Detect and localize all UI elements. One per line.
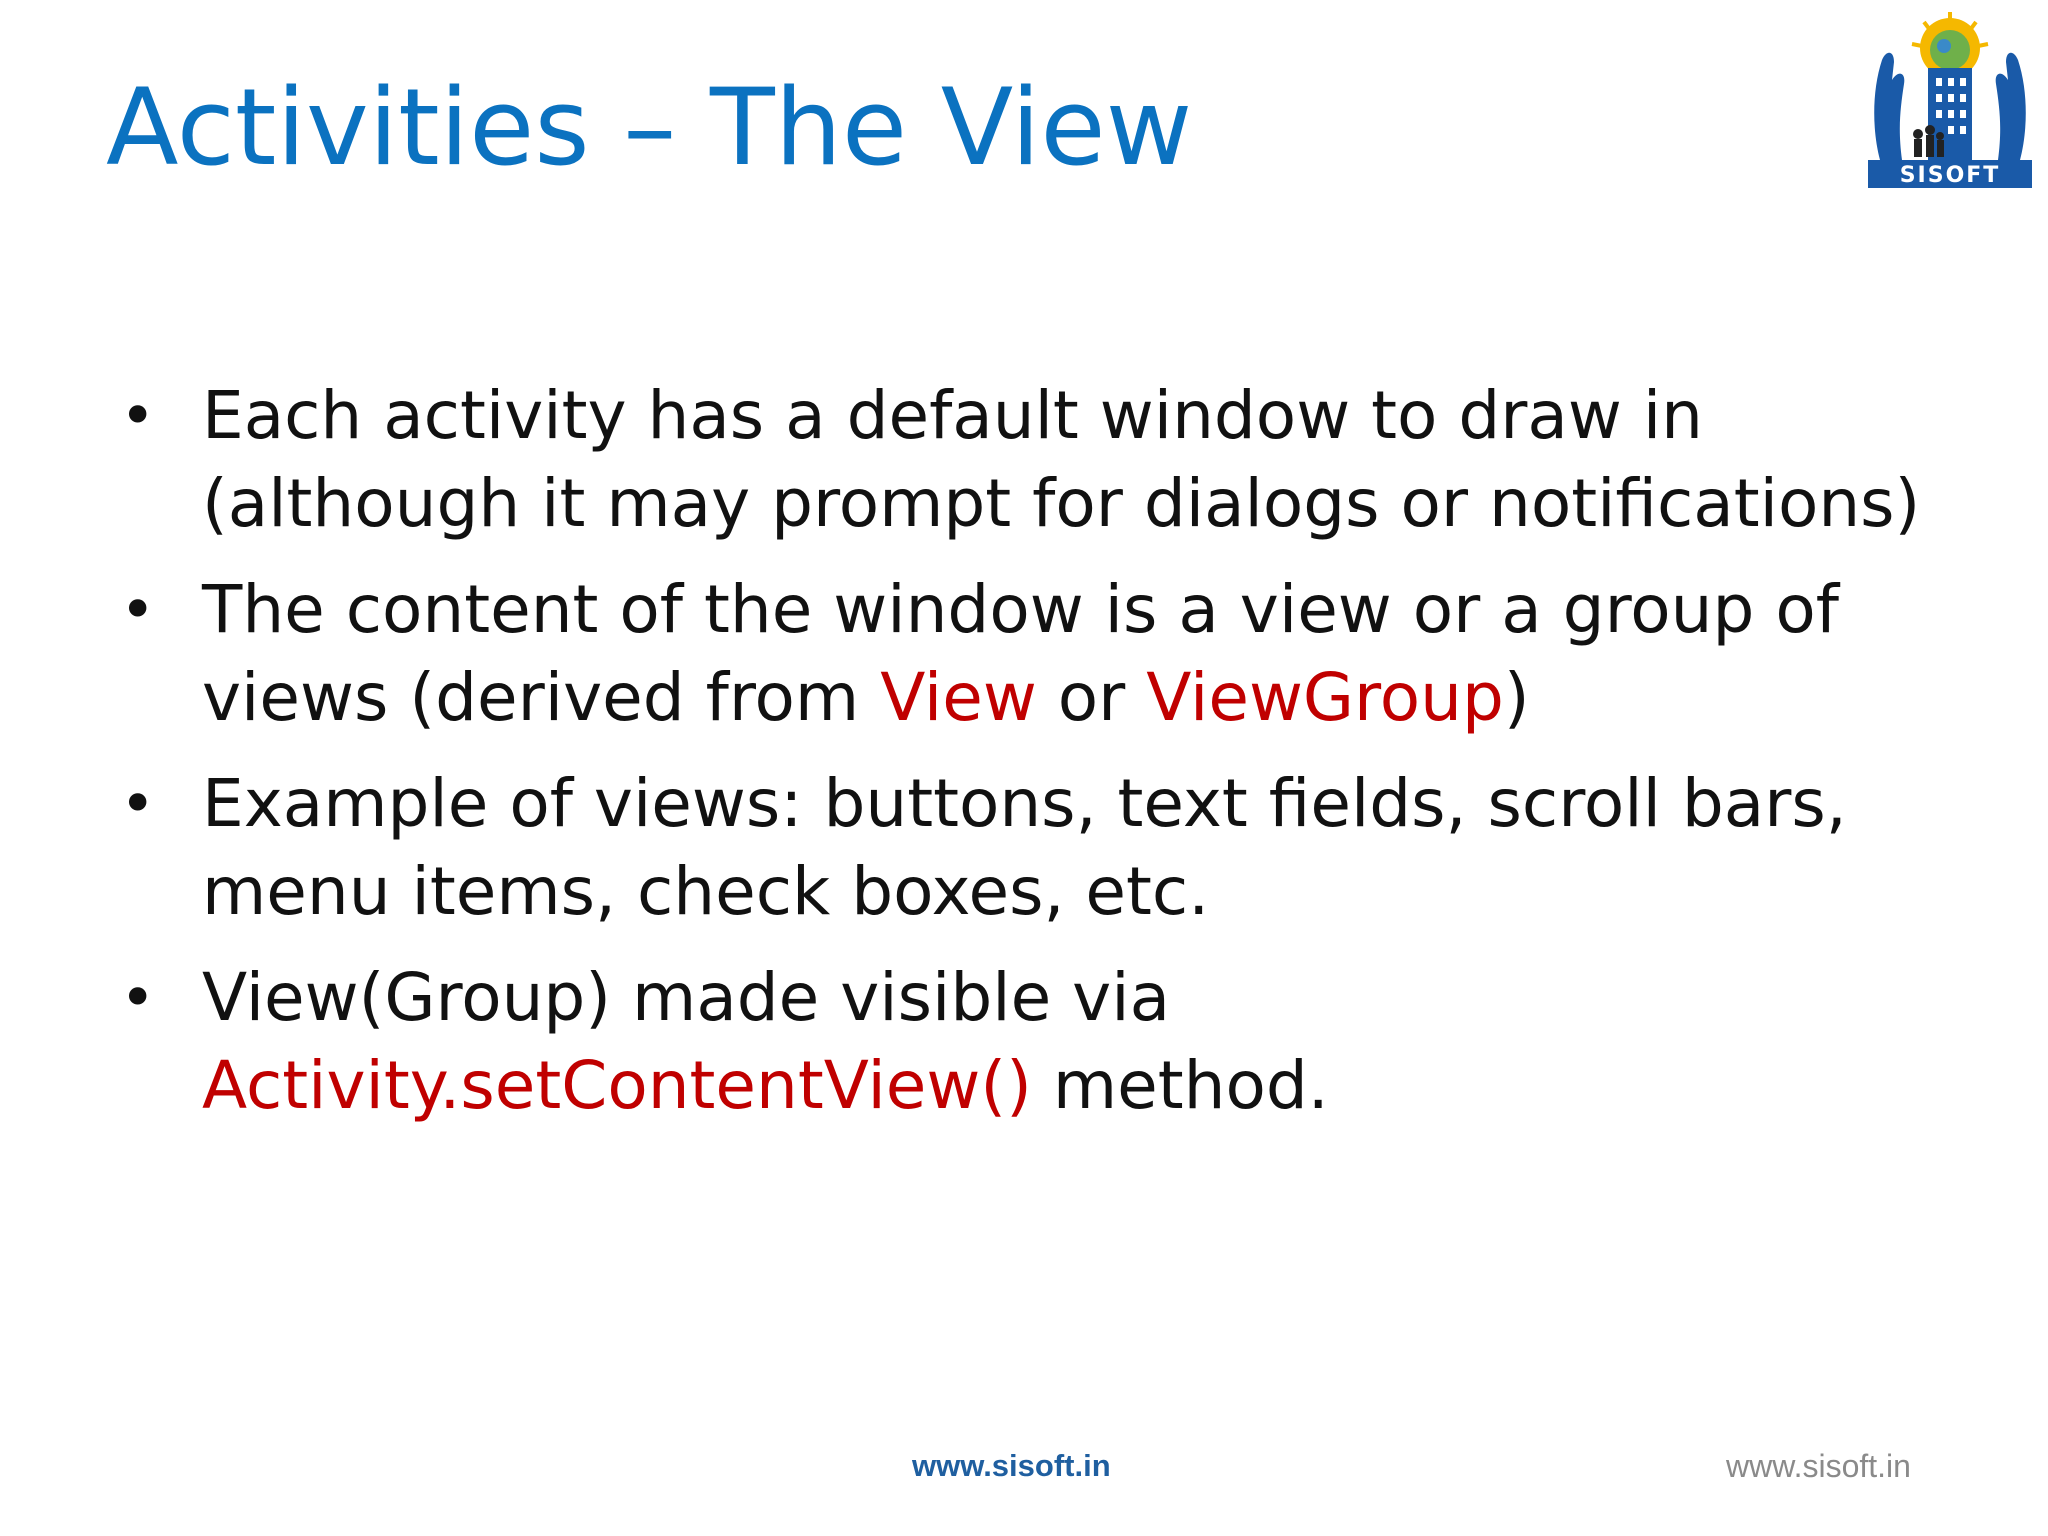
bullet-text: views (derived from [202,659,881,736]
bullet-text: View(Group) made visible via [202,959,1171,1036]
bullet-text: The content of the window is a view or a group of [202,571,1839,648]
sisoft-logo [1862,10,2038,192]
bullet-text: menu items, check boxes, etc. [202,853,1210,930]
bullet-item [120,372,1960,548]
highlight-term-viewgroup: ViewGroup [1146,659,1504,736]
bullet-glyph: • [120,575,156,645]
bullet-item [120,954,1960,1130]
bullet-text: Each activity has a default window to draw in [202,377,1703,454]
right-hand-icon [1996,53,2026,160]
bullet-text: method. [1031,1047,1329,1124]
footer-website-text: www.sisoft.in [1726,1448,1911,1484]
bullet-list [120,372,1960,1148]
slide-title: Activities – The View [106,66,1193,189]
bullet-text: or [1036,659,1147,736]
logo-text: SISOFT [1899,163,2001,188]
bullet-glyph: • [120,769,156,839]
bullet-item [120,566,1960,742]
bullet-glyph: • [120,381,156,451]
bullet-item [120,760,1960,936]
bullet-text: ) [1503,659,1530,736]
bullet-glyph: • [120,963,156,1033]
bullet-text: (although it may prompt for dialogs or notifications) [202,465,1921,542]
highlight-term-setcontentview: Activity.setContentView() [202,1047,1032,1124]
left-hand-icon [1874,53,1904,160]
bullet-text: Example of views: buttons, text fields, scroll bars, [202,765,1847,842]
building-icon [1913,68,1972,160]
footer-website-link[interactable]: www.sisoft.in [912,1448,1111,1483]
highlight-term-view: View [880,659,1037,736]
